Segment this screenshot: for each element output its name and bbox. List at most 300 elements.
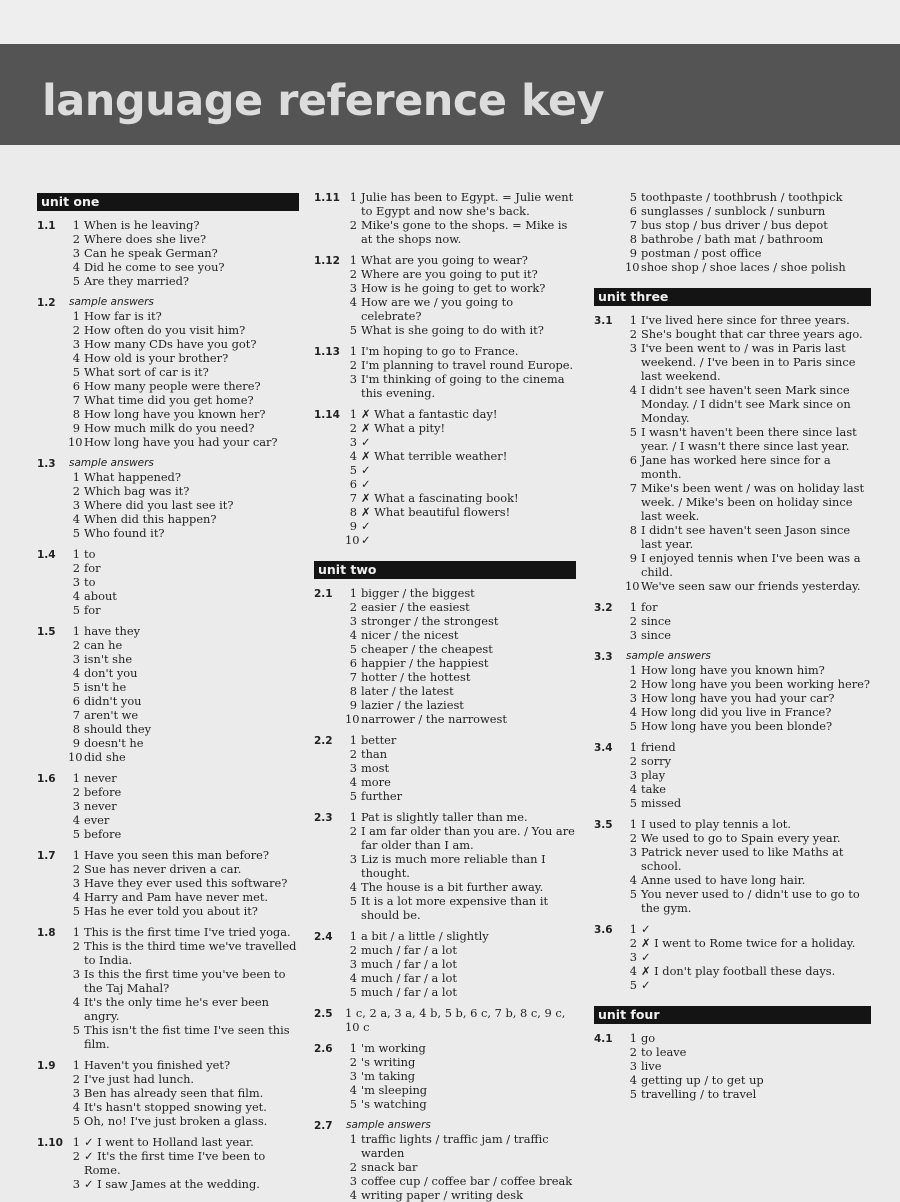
answer-item — [625, 936, 871, 950]
answer-item — [345, 684, 576, 698]
answer-item — [625, 691, 871, 705]
answer-number: 3 — [72, 498, 80, 512]
answer-number: 9 — [349, 698, 357, 712]
exercise-number: 2.7 — [314, 1120, 333, 1132]
answer-item — [68, 995, 299, 1023]
answer-item — [625, 817, 871, 831]
answer-number: 4 — [349, 775, 357, 789]
answer-number: 8 — [72, 407, 80, 421]
exercise-block — [37, 295, 299, 449]
answer-text: ✓ I saw James at the wedding. — [84, 1177, 260, 1191]
answer-text: don't you — [84, 666, 138, 680]
answer-text: ✓ It's the first time I've been to Rome. — [84, 1149, 266, 1177]
exercise-answers — [345, 1006, 576, 1034]
answer-text: When is he leaving? — [84, 218, 200, 232]
answer-item — [625, 327, 871, 341]
answer-number: 2 — [349, 358, 357, 372]
answer-number: 5 — [349, 642, 357, 656]
answer-text: hotter / the hottest — [361, 670, 471, 684]
answer-number: 4 — [72, 512, 80, 526]
answer-item — [625, 796, 871, 810]
exercise-answers — [625, 740, 871, 810]
exercise-number: 3.2 — [594, 602, 613, 614]
answer-text: ✓ — [641, 978, 651, 992]
answer-number: 2 — [349, 600, 357, 614]
exercise-number: 1.9 — [37, 1060, 56, 1072]
answer-item — [345, 761, 576, 775]
answer-number: 10 — [345, 533, 360, 547]
answer-number: 3 — [72, 652, 80, 666]
answer-text: How often do you visit him? — [84, 323, 246, 337]
answer-item — [625, 1087, 871, 1101]
answer-number: 6 — [72, 694, 80, 708]
answer-number: 6 — [629, 204, 637, 218]
exercise-number: 3.5 — [594, 819, 613, 831]
answer-item — [625, 950, 871, 964]
answer-text: I'm hoping to go to France. — [361, 344, 519, 358]
answer-item — [625, 383, 871, 425]
answer-text: for — [641, 600, 658, 614]
exercise-answers — [68, 1058, 299, 1128]
answer-text: Julie has been to Egypt. = Julie went to Egypt and now she's back. — [361, 190, 574, 218]
answer-number: 2 — [629, 1045, 637, 1059]
answer-number: 3 — [72, 575, 80, 589]
answer-text: isn't he — [84, 680, 127, 694]
answer-item — [625, 663, 871, 677]
answer-item — [68, 1086, 299, 1100]
answer-text: never — [84, 771, 117, 785]
exercise-number: 3.6 — [594, 924, 613, 936]
answer-item — [625, 551, 871, 579]
answer-text: sorry — [641, 754, 672, 768]
answer-number: 1 — [72, 925, 80, 939]
answer-item — [345, 1174, 576, 1188]
answer-text: How are we / you going to celebrate? — [361, 295, 514, 323]
exercise-answers — [345, 810, 576, 922]
answer-text: lazier / the laziest — [361, 698, 464, 712]
answer-item — [625, 754, 871, 768]
answer-text: How long have you been working here? — [641, 677, 871, 691]
answer-text: I wasn't haven't been there since last year. / I wasn't there since last year. — [641, 425, 857, 453]
answer-number: 10 — [345, 712, 360, 726]
answer-item — [625, 978, 871, 992]
exercise-answers — [345, 586, 576, 726]
answer-number: 1 — [349, 1132, 357, 1146]
answer-number: 1 — [72, 624, 80, 638]
answer-item — [345, 1083, 576, 1097]
answer-text: Jane has worked here since for a month. — [641, 453, 831, 481]
answer-text: than — [361, 747, 388, 761]
exercise-number: 1.13 — [314, 346, 340, 358]
column-left — [37, 193, 299, 1191]
answer-item — [68, 939, 299, 967]
answer-item — [345, 407, 576, 421]
answer-item — [68, 512, 299, 526]
answer-text: 'm sleeping — [361, 1083, 428, 1097]
answer-text: Where are you going to put it? — [361, 267, 538, 281]
answer-text: I'm planning to travel round Europe. — [361, 358, 574, 372]
answer-item — [345, 358, 576, 372]
exercise-answers — [625, 922, 871, 992]
answer-number: 5 — [72, 1023, 80, 1037]
answer-number: 5 — [72, 1114, 80, 1128]
exercise-block — [314, 733, 576, 803]
exercise-number: 1.5 — [37, 626, 56, 638]
exercise-answer-line: 1 c, 2 a, 3 a, 4 b, 5 b, 6 c, 7 b, 8 c, 9 c, 10 c — [345, 1006, 566, 1034]
answer-text: writing paper / writing desk — [361, 1188, 524, 1202]
answer-text: I've lived here since for three years. — [641, 313, 850, 327]
exercise-number: 2.3 — [314, 812, 333, 824]
exercise-answers — [345, 929, 576, 999]
answer-item — [625, 453, 871, 481]
answer-text: traffic lights / traffic jam / traffic warden — [361, 1132, 549, 1160]
answer-text: What are you going to wear? — [361, 253, 528, 267]
answer-text: Have you seen this man before? — [84, 848, 270, 862]
answer-item — [625, 719, 871, 733]
answer-item — [345, 670, 576, 684]
answer-item — [68, 1072, 299, 1086]
answer-item — [68, 680, 299, 694]
answer-number: 4 — [349, 971, 357, 985]
answer-text: isn't she — [84, 652, 133, 666]
answer-item — [625, 204, 871, 218]
exercise-number: 1.1 — [37, 220, 56, 232]
answer-text: postman / post office — [641, 246, 762, 260]
answer-item — [68, 876, 299, 890]
answer-item — [68, 337, 299, 351]
answer-text: 's writing — [361, 1055, 416, 1069]
answer-number: 7 — [349, 491, 357, 505]
answer-text: ✗ What a fantastic day! — [361, 407, 498, 421]
exercise-block — [594, 313, 871, 593]
answer-text: Mike's been went / was on holiday last week. / Mike's been on holiday since last week. — [641, 481, 865, 523]
answer-text: ✓ — [361, 533, 371, 547]
exercise-number: 4.1 — [594, 1033, 613, 1045]
exercise-answers — [345, 190, 576, 246]
answer-text: ✗ What a pity! — [361, 421, 446, 435]
answer-text: travelling / to travel — [641, 1087, 757, 1101]
answer-text: did she — [84, 750, 126, 764]
answer-number: 5 — [349, 894, 357, 908]
answer-number: 8 — [349, 684, 357, 698]
answer-number: 5 — [72, 274, 80, 288]
answer-item — [68, 848, 299, 862]
answer-text: most — [361, 761, 390, 775]
answer-item — [625, 425, 871, 453]
answer-item — [68, 1100, 299, 1114]
answer-item — [625, 1031, 871, 1045]
answer-text: further — [361, 789, 403, 803]
answer-item — [68, 435, 299, 449]
answer-text: You never used to / didn't use to go to the gym. — [641, 887, 860, 915]
answer-item — [68, 274, 299, 288]
answer-number: 6 — [629, 453, 637, 467]
answer-item — [625, 600, 871, 614]
answer-number: 9 — [629, 246, 637, 260]
answer-number: 8 — [349, 505, 357, 519]
answer-item — [68, 652, 299, 666]
answer-item — [625, 313, 871, 327]
exercise-block — [314, 253, 576, 337]
answer-item — [345, 477, 576, 491]
answer-number: 4 — [349, 449, 357, 463]
answer-text: What time did you get home? — [84, 393, 254, 407]
exercise-number: 3.3 — [594, 651, 613, 663]
answer-item — [345, 712, 576, 726]
answer-number: 1 — [629, 600, 637, 614]
answer-text: It's the only time he's ever been angry. — [84, 995, 269, 1023]
answer-number: 2 — [349, 943, 357, 957]
exercise-answers — [68, 218, 299, 288]
answer-number: 4 — [72, 1100, 80, 1114]
exercise-answers — [68, 624, 299, 764]
answer-number: 4 — [349, 295, 357, 309]
answer-item — [345, 463, 576, 477]
answer-item — [68, 365, 299, 379]
answer-text: later / the latest — [361, 684, 454, 698]
answer-number: 2 — [349, 218, 357, 232]
answer-item — [345, 421, 576, 435]
exercise-block — [314, 586, 576, 726]
answer-number: 3 — [349, 761, 357, 775]
answer-number: 9 — [72, 421, 80, 435]
answer-text: Where does she live? — [84, 232, 207, 246]
answer-number: 1 — [629, 663, 637, 677]
answer-text: I enjoyed tennis when I've been was a child. — [641, 551, 861, 579]
answer-number: 5 — [72, 904, 80, 918]
answer-text: How long have you known him? — [641, 663, 825, 677]
answer-text: ✓ — [361, 463, 371, 477]
exercise-block — [594, 922, 871, 992]
answer-text: Harry and Pam have never met. — [84, 890, 269, 904]
exercise-answers — [68, 848, 299, 918]
answer-number: 9 — [349, 519, 357, 533]
answer-number: 4 — [349, 880, 357, 894]
answer-text: Mike's gone to the shops. = Mike is at the shops now. — [361, 218, 568, 246]
answer-number: 3 — [72, 799, 80, 813]
answer-number: 2 — [72, 484, 80, 498]
answer-number: 5 — [349, 1097, 357, 1111]
answer-text: bigger / the biggest — [361, 586, 475, 600]
exercise-number: 1.7 — [37, 850, 56, 862]
exercise-block — [37, 624, 299, 764]
answer-item — [68, 393, 299, 407]
answer-item — [345, 810, 576, 824]
answer-number: 1 — [72, 1058, 80, 1072]
answer-number: 1 — [349, 733, 357, 747]
answer-number: 4 — [629, 705, 637, 719]
answer-number: 4 — [349, 1188, 357, 1202]
answer-text: Did he come to see you? — [84, 260, 225, 274]
exercise-block — [314, 407, 576, 547]
answer-item — [345, 789, 576, 803]
answer-number: 7 — [629, 218, 637, 232]
answer-text: ✓ — [361, 435, 371, 449]
answer-number: 7 — [629, 481, 637, 495]
answer-item — [68, 351, 299, 365]
answer-number: 1 — [629, 1031, 637, 1045]
answer-item — [68, 827, 299, 841]
answer-number: 2 — [629, 677, 637, 691]
answer-text: have they — [84, 624, 141, 638]
answer-number: 3 — [349, 1069, 357, 1083]
exercise-answers — [345, 1118, 576, 1202]
answer-text: much / far / a lot — [361, 957, 457, 971]
answer-item — [68, 904, 299, 918]
answer-text: Has he ever told you about it? — [84, 904, 258, 918]
exercise-answers — [345, 344, 576, 400]
exercise-number: 2.2 — [314, 735, 333, 747]
answer-item — [345, 628, 576, 642]
answer-item — [68, 638, 299, 652]
answer-number: 3 — [72, 876, 80, 890]
answer-number: 3 — [629, 845, 637, 859]
answer-item — [345, 880, 576, 894]
answer-text: much / far / a lot — [361, 971, 457, 985]
unit-header: unit four — [594, 1006, 871, 1024]
answer-number: 5 — [629, 796, 637, 810]
answer-number: 5 — [349, 985, 357, 999]
answer-number: 3 — [629, 768, 637, 782]
answer-number: 3 — [349, 435, 357, 449]
answer-item — [345, 491, 576, 505]
answer-number: 2 — [349, 267, 357, 281]
answer-item — [345, 1069, 576, 1083]
answer-text: getting up / to get up — [641, 1073, 764, 1087]
answer-text: 'm working — [361, 1041, 426, 1055]
answer-text: easier / the easiest — [361, 600, 470, 614]
answer-number: 5 — [629, 425, 637, 439]
answer-item — [345, 929, 576, 943]
answer-text: She's bought that car three years ago. — [641, 327, 863, 341]
answer-text: We've seen saw our friends yesterday. — [641, 579, 861, 593]
answer-number: 1 — [629, 313, 637, 327]
answer-item — [625, 218, 871, 232]
answer-text: much / far / a lot — [361, 943, 457, 957]
answer-item — [68, 1149, 299, 1177]
answer-number: 2 — [72, 232, 80, 246]
section-spacer — [314, 547, 576, 561]
answer-text: ✓ — [361, 519, 371, 533]
answer-text: ✓ — [361, 477, 371, 491]
answer-item — [345, 985, 576, 999]
answer-text: How many CDs have you got? — [84, 337, 257, 351]
answer-number: 2 — [72, 638, 80, 652]
answer-item — [68, 498, 299, 512]
answer-text: to — [84, 547, 96, 561]
answer-number: 3 — [72, 246, 80, 260]
exercise-answers — [625, 817, 871, 915]
answer-text: narrower / the narrowest — [361, 712, 507, 726]
answer-number: 6 — [349, 477, 357, 491]
answer-text: to leave — [641, 1045, 687, 1059]
exercise-number: 3.1 — [594, 315, 613, 327]
answer-item — [345, 1160, 576, 1174]
answer-text: Ben has already seen that film. — [84, 1086, 264, 1100]
answer-text: before — [84, 827, 122, 841]
exercise-number: 1.4 — [37, 549, 56, 561]
answer-item — [625, 873, 871, 887]
answer-number: 3 — [72, 967, 80, 981]
answer-item — [68, 232, 299, 246]
exercise-note: sample answers — [626, 650, 711, 662]
answer-item — [345, 372, 576, 400]
answer-item — [345, 943, 576, 957]
answer-number: 2 — [72, 1072, 80, 1086]
answer-text: ✗ What beautiful flowers! — [361, 505, 511, 519]
answer-text: I'm thinking of going to the cinema this evening. — [361, 372, 565, 400]
answer-item — [68, 890, 299, 904]
answer-item — [68, 925, 299, 939]
answer-number: 4 — [629, 964, 637, 978]
answer-text: snack bar — [361, 1160, 418, 1174]
exercise-block — [594, 817, 871, 915]
answer-text: This is the first time I've tried yoga. — [84, 925, 291, 939]
answer-text: about — [84, 589, 117, 603]
answer-number: 3 — [629, 341, 637, 355]
answer-number: 2 — [629, 327, 637, 341]
answer-text: aren't we — [84, 708, 139, 722]
answer-number: 7 — [72, 708, 80, 722]
answer-item — [68, 967, 299, 995]
answer-number: 7 — [349, 670, 357, 684]
unit-header: unit three — [594, 288, 871, 306]
answer-text: When did this happen? — [84, 512, 217, 526]
answer-number: 4 — [349, 628, 357, 642]
answer-item — [68, 323, 299, 337]
answer-item — [68, 260, 299, 274]
answer-item — [625, 341, 871, 383]
answer-number: 3 — [349, 1174, 357, 1188]
answer-text: a bit / a little / slightly — [361, 929, 489, 943]
answer-number: 1 — [349, 253, 357, 267]
answer-text: How far is it? — [84, 309, 162, 323]
answer-item — [345, 267, 576, 281]
answer-item — [625, 782, 871, 796]
answer-item — [68, 694, 299, 708]
answer-number: 3 — [349, 281, 357, 295]
answer-item — [625, 845, 871, 873]
answer-number: 4 — [349, 1083, 357, 1097]
column-right — [594, 190, 871, 1101]
answer-text: 'm taking — [361, 1069, 416, 1083]
answer-number: 4 — [72, 589, 80, 603]
answer-text: go — [641, 1031, 656, 1045]
answer-item — [68, 561, 299, 575]
exercise-block — [314, 1118, 576, 1202]
exercise-block — [314, 810, 576, 922]
column-middle — [314, 190, 576, 1202]
exercise-number: 1.3 — [37, 458, 56, 470]
answer-item — [345, 642, 576, 656]
answer-item — [625, 705, 871, 719]
answer-number: 3 — [629, 628, 637, 642]
answer-number: 2 — [72, 561, 80, 575]
answer-item — [345, 656, 576, 670]
answer-item — [68, 547, 299, 561]
exercise-number: 1.11 — [314, 192, 340, 204]
answer-item — [345, 435, 576, 449]
answer-item — [68, 785, 299, 799]
answer-item — [68, 246, 299, 260]
answer-text: I've been went to / was in Paris last weekend. / I've been in to Paris since last weekend. — [641, 341, 856, 383]
answer-text: bathrobe / bath mat / bathroom — [641, 232, 824, 246]
answer-item — [345, 747, 576, 761]
answer-number: 4 — [72, 995, 80, 1009]
answer-item — [345, 600, 576, 614]
answer-number: 3 — [349, 957, 357, 971]
exercise-answers — [68, 456, 299, 540]
